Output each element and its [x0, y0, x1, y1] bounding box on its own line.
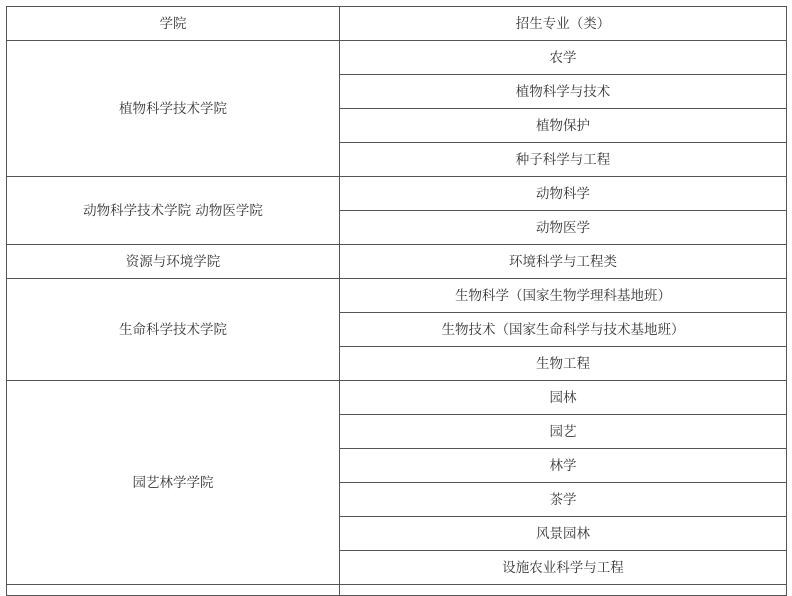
major-cell: 生物科学（国家生物学理科基地班）: [340, 279, 787, 313]
major-cell: 茶学: [340, 483, 787, 517]
table-row: [7, 279, 787, 313]
majors-table: [6, 6, 787, 596]
table-row: [7, 177, 787, 211]
table-row: [7, 41, 787, 75]
major-cell: 林学: [340, 449, 787, 483]
major-cell: 生物技术（国家生命科学与技术基地班）: [340, 313, 787, 347]
college-cell: 园艺林学学院: [7, 381, 340, 585]
header-row: [7, 7, 787, 41]
table-row-partial: [7, 585, 787, 596]
college-cell: 植物科学技术学院: [7, 41, 340, 177]
major-cell-empty: [340, 585, 787, 596]
table-row: [7, 381, 787, 415]
header-college: 学院: [7, 7, 340, 41]
header-majors: 招生专业（类）: [340, 7, 787, 41]
major-cell: 植物科学与技术: [340, 75, 787, 109]
major-cell: 环境科学与工程类: [340, 245, 787, 279]
major-cell: 动物医学: [340, 211, 787, 245]
major-cell: 生物工程: [340, 347, 787, 381]
college-cell-empty: [7, 585, 340, 596]
major-cell: 园艺: [340, 415, 787, 449]
major-cell: 动物科学: [340, 177, 787, 211]
college-cell: 资源与环境学院: [7, 245, 340, 279]
table-row: [7, 245, 787, 279]
major-cell: 园林: [340, 381, 787, 415]
major-cell: 农学: [340, 41, 787, 75]
college-cell: 生命科学技术学院: [7, 279, 340, 381]
major-cell: 风景园林: [340, 517, 787, 551]
major-cell: 植物保护: [340, 109, 787, 143]
major-cell: 种子科学与工程: [340, 143, 787, 177]
major-cell: 设施农业科学与工程: [340, 551, 787, 585]
college-cell: 动物科学技术学院 动物医学院: [7, 177, 340, 245]
